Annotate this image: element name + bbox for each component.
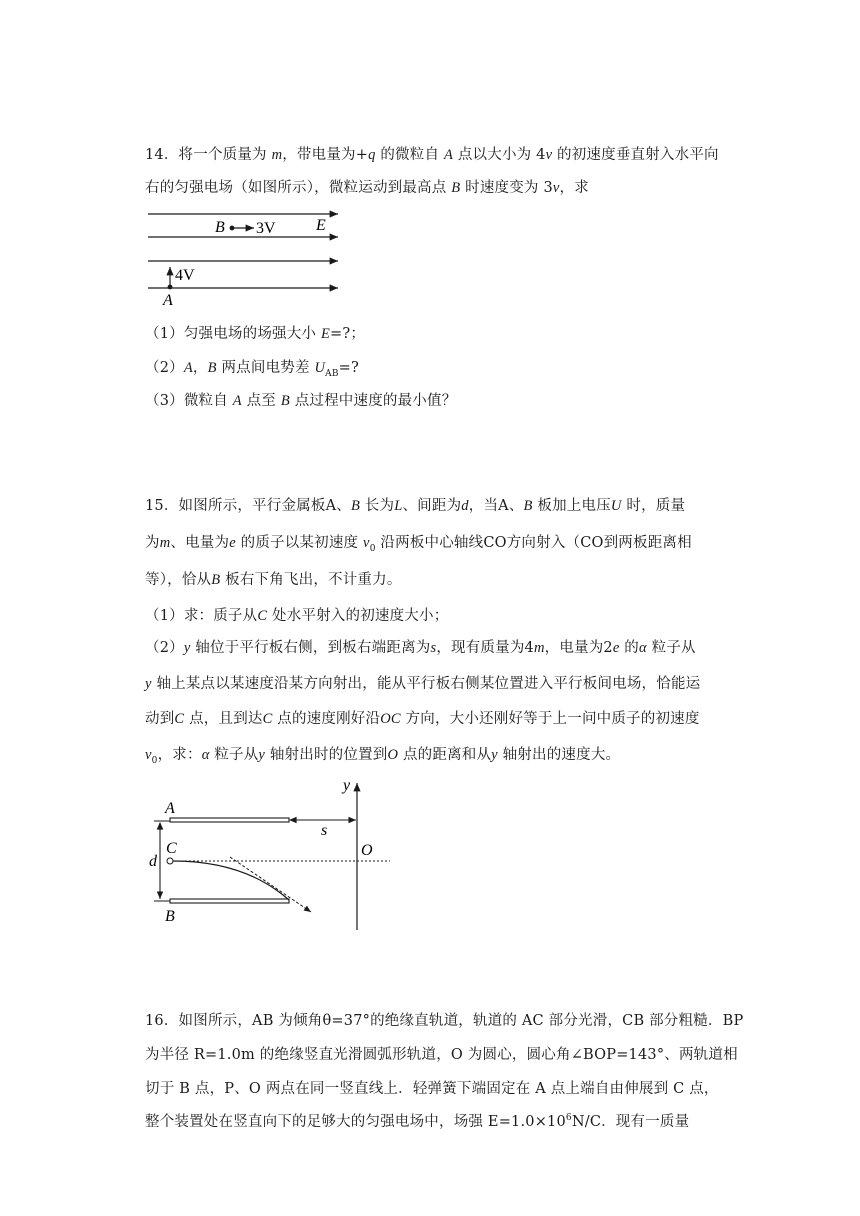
q14-part-2: （2）A，B 两点间电势差 $U_{AB}=$?	[145, 360, 359, 379]
plate-b	[170, 899, 289, 903]
q15-part-2-line-2: y 轴上某点以某速度沿某方向射出，能从平行板右侧某位置进入平行板间电场，恰能运	[145, 676, 701, 692]
q14-field-diagram	[140, 205, 350, 307]
q15-line-3: 等），恰从B 板右下角飞出，不计重力。	[145, 572, 402, 588]
label-4v: 4V	[175, 267, 195, 284]
q16-line-2: 为半径 R=1.0m 的绝缘竖直光滑圆弧形轨道，O 为圆心，圆心角∠BOP=143°、两轨道相	[145, 1047, 738, 1063]
proton-trajectory	[173, 861, 289, 900]
label-d: d	[149, 853, 157, 870]
q15-line-1: 15．如图所示，平行金属板A、B 长为L、间距为d，当A、B 板加上电压U 时，质量	[145, 498, 686, 514]
q15-plate-diagram	[150, 775, 400, 935]
q14-part-1: （1）匀强电场的场强大小 E=?；	[145, 326, 366, 342]
q16-line-1: 16．如图所示，AB 为倾角θ=37°的绝缘直轨道，轨道的 AC 部分光滑，CB 部分粗糙．BP	[145, 1013, 744, 1029]
q15-part-2-line-4: $v_0$，求：α 粒子从y 轴射出时的位置到O 点的距离和从y 轴射出的速度大。	[145, 747, 621, 766]
label-plate-a: A	[165, 800, 175, 817]
plate-a	[170, 818, 289, 822]
q14-line-1: 14．将一个质量为 m，带电量为+q 的微粒自 A 点以大小为 4v 的初速度垂直射入水平向	[145, 147, 719, 163]
label-plate-b: B	[165, 908, 175, 925]
q14-line-2: 右的匀强电场（如图所示），微粒运动到最高点 B 时速度变为 3v，求	[145, 180, 589, 196]
q14-part-3: （3）微粒自 A 点至 B 点过程中速度的最小值？	[145, 393, 457, 409]
label-s: s	[321, 822, 328, 839]
label-a: A	[163, 292, 173, 309]
q15-part-1: （1）求：质子从C 处水平射入的初速度大小；	[145, 608, 449, 624]
q15-part-2-line-3: 动到C 点，且到达C 点的速度刚好沿OC 方向，大小还刚好等于上一问中质子的初速度	[145, 711, 700, 727]
label-o: O	[361, 842, 373, 859]
label-c: C	[166, 840, 177, 857]
q16-line-3: 切于 B 点，P、O 两点在同一竖直线上．轻弹簧下端固定在 A 点上端自由伸展到 C 点，	[145, 1081, 719, 1097]
label-3v: 3V	[256, 220, 276, 237]
exit-tangent	[230, 857, 311, 912]
point-c	[167, 858, 173, 864]
label-y: y	[343, 777, 351, 794]
label-b: B	[215, 219, 225, 236]
q16-line-4: 整个装置处在竖直向下的足够大的匀强电场中，场强 $E=1.0\times 10^6N/C$．现有一质量	[145, 1113, 690, 1130]
label-e: E	[316, 217, 326, 234]
q15-part-2: （2）y 轴位于平行板右侧，到板右端距离为s，现有质量为4m，电量为2e 的α 粒子从	[145, 640, 696, 656]
q15-line-2: 为m、电量为e 的质子以某初速度 $v_0$ 沿两板中心轴线CO方向射入（CO到两板距离相	[145, 535, 692, 554]
